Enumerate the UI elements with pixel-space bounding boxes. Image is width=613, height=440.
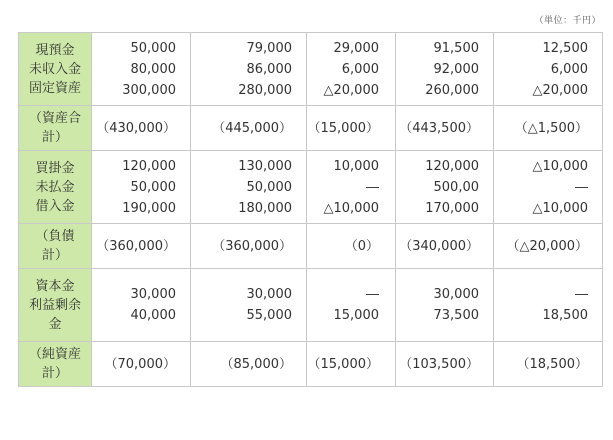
cell-line: △10,000 — [532, 200, 588, 216]
cell-line: 40,000 — [130, 308, 176, 323]
cell-line: 80,000 — [130, 61, 176, 77]
table-cell — [92, 33, 191, 106]
cell-line: （15,000） — [307, 356, 379, 372]
cell-line: 180,000 — [238, 200, 292, 216]
table-cell — [92, 106, 191, 151]
cell-line: 30,000 — [433, 287, 479, 302]
cell-line: （18,500） — [516, 356, 588, 372]
table-cell — [396, 342, 494, 387]
cell-line: △10,000 — [532, 158, 588, 174]
cell-line: （430,000） — [96, 120, 176, 136]
cell-line: （443,500） — [399, 120, 479, 136]
table-cell — [307, 224, 396, 269]
table-cell — [494, 224, 603, 269]
unit-note: （単位：千円） — [534, 16, 601, 26]
row-label-total-net-assets — [19, 342, 92, 387]
cell-line: 170,000 — [425, 200, 479, 216]
row-label-assets — [19, 33, 92, 106]
label-line: 計） — [41, 248, 68, 263]
cell-line: （103,500） — [399, 356, 479, 372]
cell-line: 30,000 — [130, 287, 176, 302]
table-cell — [191, 224, 307, 269]
cell-line: 500,00 — [433, 179, 479, 195]
cell-line: 79,000 — [246, 40, 292, 56]
row-label-total-assets — [19, 106, 92, 151]
cell-line: 86,000 — [246, 61, 292, 77]
table-cell — [191, 151, 307, 224]
cell-line: （445,000） — [212, 120, 292, 136]
label-line: 固定資産 — [28, 80, 81, 96]
cell-line: 190,000 — [122, 200, 176, 216]
cell-line: （70,000） — [104, 356, 176, 372]
cell-line: ― — [366, 179, 379, 195]
cell-line: ― — [575, 287, 588, 302]
cell-line: 120,000 — [425, 158, 479, 174]
table-cell — [494, 269, 603, 342]
cell-line: 91,500 — [433, 40, 479, 56]
label-line: 借入金 — [35, 198, 75, 214]
table-cell — [191, 33, 307, 106]
table-cell — [191, 269, 307, 342]
cell-line: △10,000 — [323, 200, 379, 216]
cell-line: 50,000 — [130, 40, 176, 56]
label-line: （純資産 — [28, 347, 81, 362]
table-row-assets — [19, 33, 603, 106]
table-cell — [92, 151, 191, 224]
cell-line: ― — [366, 287, 379, 302]
cell-line: 50,000 — [246, 179, 292, 195]
cell-line: 50,000 — [130, 179, 176, 195]
row-label-equity — [19, 269, 92, 342]
table-cell — [191, 106, 307, 151]
label-line: （資産合 — [28, 111, 81, 126]
table-cell — [191, 342, 307, 387]
table-cell — [396, 269, 494, 342]
label-line: 買掛金 — [35, 160, 75, 176]
cell-line: 10,000 — [333, 158, 379, 174]
balance-sheet-table — [18, 32, 603, 387]
cell-line: （360,000） — [96, 238, 176, 254]
table-row-equity — [19, 269, 603, 342]
table-cell — [92, 269, 191, 342]
cell-line: 55,000 — [246, 308, 292, 323]
cell-line: 260,000 — [425, 82, 479, 98]
table-cell — [494, 342, 603, 387]
table-cell — [92, 342, 191, 387]
cell-line: （85,000） — [220, 356, 292, 372]
label-line: 未払金 — [35, 179, 75, 195]
label-line: 未収入金 — [28, 61, 81, 77]
label-line: 計） — [41, 366, 68, 381]
cell-line: （340,000） — [399, 238, 479, 254]
table-cell — [396, 224, 494, 269]
table-row-liabilities — [19, 151, 603, 224]
cell-line: △20,000 — [323, 82, 379, 98]
table-cell — [396, 151, 494, 224]
cell-line: △20,000 — [532, 82, 588, 98]
table-cell — [307, 106, 396, 151]
table-cell — [307, 269, 396, 342]
cell-line: 30,000 — [246, 287, 292, 302]
table-row-total-liabilities — [19, 224, 603, 269]
cell-line: 12,500 — [542, 40, 588, 56]
row-label-total-liabilities — [19, 224, 92, 269]
table-row-total-net-assets — [19, 342, 603, 387]
table-cell — [307, 342, 396, 387]
table-cell — [494, 106, 603, 151]
cell-line: 300,000 — [122, 82, 176, 98]
label-line: 資本金 — [35, 278, 75, 294]
cell-line: （0） — [344, 238, 379, 254]
label-line: 金 — [48, 316, 62, 332]
cell-line: 92,000 — [433, 61, 479, 77]
cell-line: 280,000 — [238, 82, 292, 98]
cell-line: 120,000 — [122, 158, 176, 174]
table-cell — [494, 151, 603, 224]
label-line: （負債 — [35, 229, 75, 244]
label-line: 現預金 — [35, 42, 75, 58]
table-row-total-assets — [19, 106, 603, 151]
table-cell — [307, 33, 396, 106]
cell-line: 73,500 — [433, 308, 479, 323]
cell-line: 130,000 — [238, 158, 292, 174]
table-cell — [307, 151, 396, 224]
cell-line: 29,000 — [333, 40, 379, 56]
cell-line: 15,000 — [333, 308, 379, 323]
cell-line: 6,000 — [550, 61, 588, 77]
cell-line: （△20,000） — [506, 238, 588, 254]
table-cell — [396, 106, 494, 151]
label-line: 利益剰余 — [28, 297, 81, 313]
table-cell — [494, 33, 603, 106]
cell-line: ― — [575, 179, 588, 195]
table-cell — [396, 33, 494, 106]
row-label-liabilities — [19, 151, 92, 224]
cell-line: （△1,500） — [514, 120, 588, 136]
cell-line: 6,000 — [341, 61, 379, 77]
cell-line: （360,000） — [212, 238, 292, 254]
cell-line: （15,000） — [307, 120, 379, 136]
table-cell — [92, 224, 191, 269]
cell-line: 18,500 — [542, 308, 588, 323]
label-line: 計） — [41, 130, 68, 145]
